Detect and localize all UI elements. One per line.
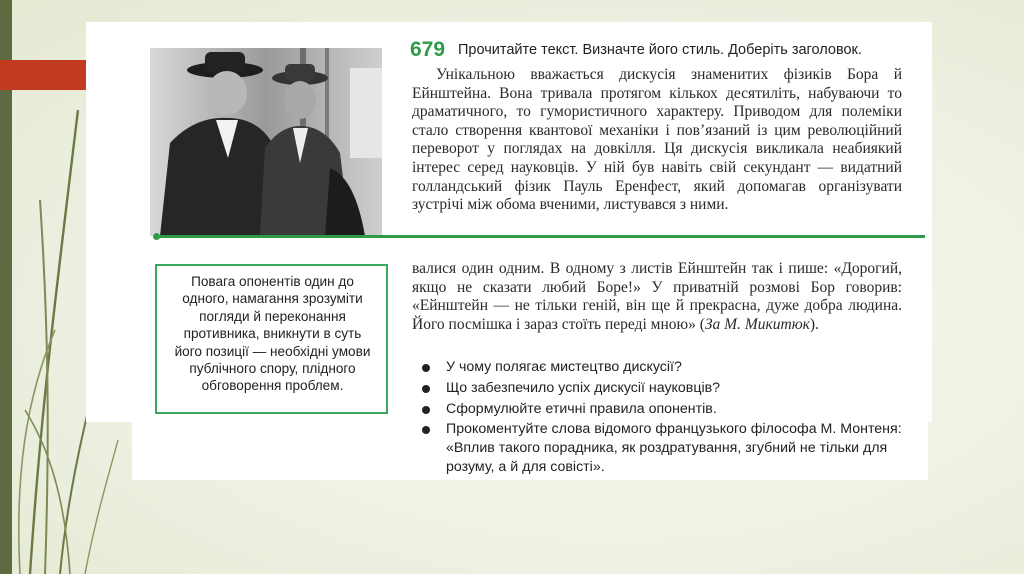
text-paragraph-1: Унікальною вважається дискусія знаменитих фізиків Бора й Ейнштейна. Вона тривала протягом кількох десятиліть, набуваючи то драматичного, то гумористичного характеру. Приводом для полеміки стало створення квантової механіки і пов’язаний із цим революційний переворот у поглядах на довкілля. Ця дискусія викликала неабиякий інтерес серед науковців. У ній був навіть свій секундант — видатний голландський фізик Пауль Еренфест, який допомагав організувати зустрічі між обома вченими, листувався з ними. — [412, 66, 902, 214]
exercise-number: 679 — [410, 38, 446, 61]
question-item: Що забезпечило успіх дискусії науковців? — [420, 379, 920, 398]
photo-einstein-bohr — [150, 48, 382, 236]
info-box-text: Повага опонентів один до одного, намагання зрозуміти погляди й переконання противника, вникнути в суть його позиції — необхідні умови публічного спору, плідного обговорення проблем. — [174, 274, 371, 394]
text-paragraph-2 — [412, 260, 902, 334]
citation-author: За М. Микитюк — [704, 315, 810, 333]
text-paragraph-2-end: ). — [809, 315, 819, 333]
question-item: Сформулюйте етичні правила опонентів. — [420, 400, 920, 419]
green-divider-line — [155, 235, 925, 238]
question-item: Прокоментуйте слова відомого французького філософа М. Монтеня: «Вплив такого порадника, як роздратування, згубний не тільки для розуму, а й для совісті». — [420, 420, 920, 476]
text-paragraph-2-body: валися один одним. В одному з листів Ейнштейн так і пише: «Дорогий, якщо не сказати любий Боре!» У приватній розмові Бор говорив: «Ейнштейн — не тільки геній, він ще й прекрасна, дуже добра людина. Його посмішка і зараз стоїть переді мною» ( — [412, 260, 902, 333]
question-list — [420, 358, 920, 479]
photo-image — [150, 48, 382, 236]
question-item: У чому полягає мистецтво дискусії? — [420, 358, 920, 377]
exercise-instruction: Прочитайте текст. Визначте його стиль. Доберіть заголовок. — [458, 42, 862, 58]
info-box — [155, 264, 388, 414]
red-accent-bar — [0, 60, 86, 90]
